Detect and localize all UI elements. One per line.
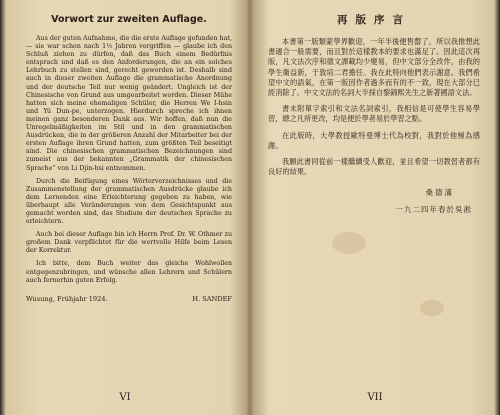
right-paragraph: 我願此書同從前一樣繼續受人歡迎，並且希望一切教習者都有良好的結果。 [268, 157, 480, 177]
left-signature-row [26, 295, 232, 303]
place-date: Wusung, Frühjahr 1924. [26, 294, 108, 303]
paper-stain [420, 300, 444, 316]
author-name: H. SANDEF [192, 294, 232, 303]
page-number-left: VI [119, 392, 131, 403]
left-paragraph: Durch die Beifügung eines Wörterverzeichnisses und die Zusammenstellung der grammatischen Ausdrücke glaube ich dem Lernenden eine Erleichterung gegeben zu haben, wie überhaupt alle Veränderungen von dem Gesichtspunkt aus gemacht worden sind, das Studium der deutschen Sprache zu erleichtern. [26, 177, 232, 226]
left-paragraph: Aus der guten Aufnahme, die die erste Auflage gefunden hat, — sie war schon nach 1½ Jahren vergriffen — glaube ich den Schluß ziehen zu dürfen, daß das Buch einem Bedürfnis entsprach und daß es den Anforderungen, die an ein solches Lehrbuch zu stellen sind, gerecht geworden ist. Deshalb sind auch in dieser zweiten Auflage die grammatische Anordnung und der deutsche Teil nur wenig geändert. Ungleich ist der Chinesische von Grund aus umgearbeitet worden. Dieser Mühe hatten sich meine ehemaligen Schüler, die Herren We I-hsin und Yü Dun-pe, unterzogen. Hierdurch spreche ich ihnen meinen ganz besonderen Dank aus. Wir hoffen, daß nun die Unregelmäßigkeiten im Stil und in den grammatischen Ausdrücken, die in der größeren Anzahl der Mitarbeiter bei der ersten Auflage ihren Grund hatten, zum größten Teil beseitigt sind. Die chinesischen grammatischen Bezeichnungen sind zumeist aus der bekannten „Grammatik der chinesischen Sprache“ von Li Djin-hsi entnommen. [26, 35, 232, 172]
right-date: 一九二四年春於吳淞 [395, 205, 472, 215]
page-number-right: VII [367, 392, 383, 403]
left-page-title: Vorwort zur zweiten Auflage. [51, 14, 207, 25]
left-paragraph: Ich bitte, dem Buch weiter das gleiche Wohlwollen entgegenzubringen, und wünsche allen Lehrern und Schülern auch fernerhin guten Erfolg. [26, 260, 232, 284]
right-paragraph: 在此版時，大學教授歐特曼博士代為校對，我對於他極為感謝。 [268, 130, 480, 150]
right-page-title: 再版序言 [337, 14, 411, 26]
left-paragraph: Auch bei dieser Auflage bin ich Herrn Prof. Dr. W. Othmer zu großem Dank verpflichtet für die wertvolle Hilfe beim Lesen der Korrektur. [26, 231, 232, 255]
right-paragraph: 書末附單字索引和文法名詞索引，我相信是可使學生容易學習，總之凡所更改，均是便於學者易於學習之點。 [268, 104, 480, 124]
right-paragraph: 本書第一版類蒙學界歡迎，一年半後便售罄了，所以我推想此書適合一般需要，而且對於這樣教本的要求也滿足了。因此這次再版，凡文法次序和德文課載均少變易，但中文部分全改作，由我的學生衛益新，于敦培二君擔任。我在此特向他們表示謝意。我們希望中文的語氣，在第一版因作者過多而有的不一致，現在大部分已經消除了。中文文法的名詞大半採自黎錦熙先生之新著國語文法。 [268, 37, 480, 98]
paper-stain [332, 232, 366, 254]
right-signature: 桑德滿 [425, 188, 454, 198]
right-page [250, 0, 500, 415]
